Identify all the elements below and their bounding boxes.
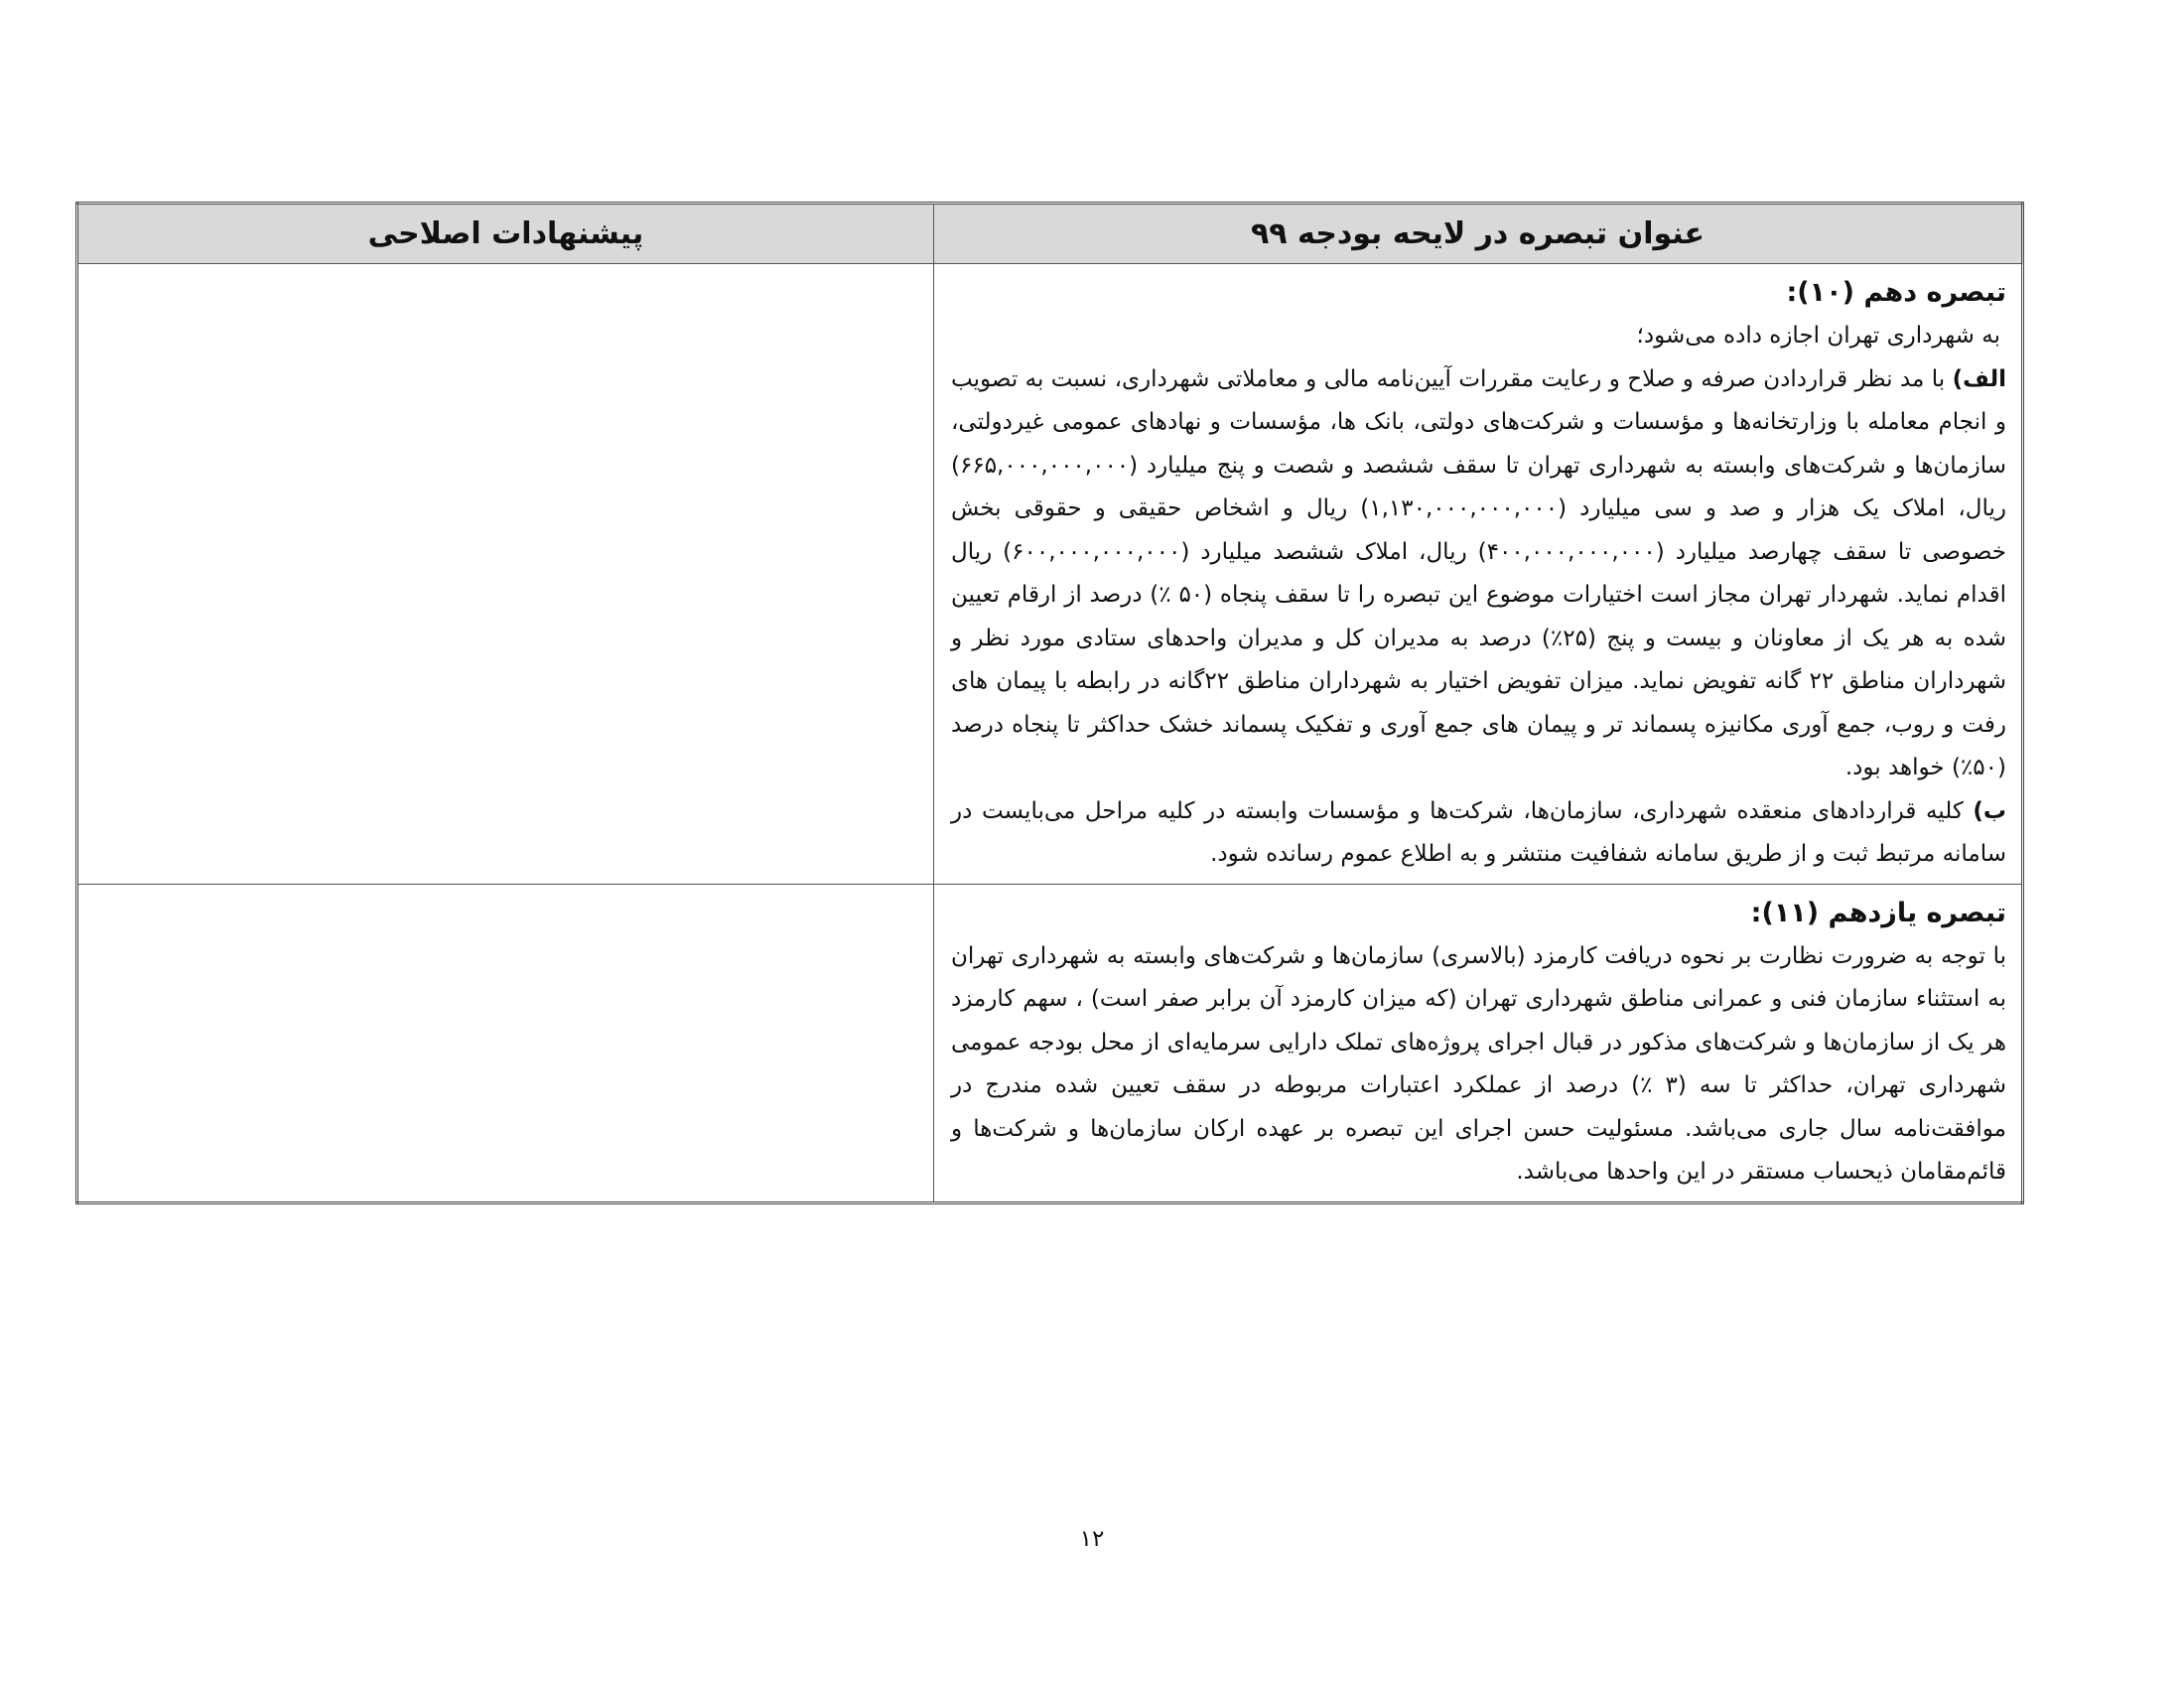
header-note-title: عنوان تبصره در لایحه بودجه ۹۹ <box>934 204 2023 264</box>
paragraph-alef-marker: الف) <box>1952 365 2006 392</box>
note-11-text <box>935 886 2020 1200</box>
note-10-paragraph-be <box>951 790 2006 877</box>
paragraph-alef-text: با مد نظر قراردادن صرفه و صلاح و رعایت مقررات آیین‌نامه مالی و معاملاتی شهرداری، نسبت به تصویب و انجام معامله با وزارتخانه‌ها و مؤسسات و شرکت‌های دولتی، بانک ها، مؤسسات و نهادهای عمومی غیردولتی، سازمان‌ها و شرکت‌های وابسته به شهرداری تهران تا سقف ششصد و شصت و پنج میلیارد (۶۶۵,۰۰۰,۰۰۰,۰۰۰) ریال، املاک یک هزار و صد و سی میلیارد (۱,۱۳۰,۰۰۰,۰۰۰,۰۰۰) ریال و اشخاص حقیقی و حقوقی بخش خصوصی تا سقف چهارصد میلیارد (۴۰۰,۰۰۰,۰۰۰,۰۰۰) ریال، املاک ششصد میلیارد (۶۰۰,۰۰۰,۰۰۰,۰۰۰) ریال اقدام نماید. شهردار تهران مجاز است اختیارات موضوع این تبصره را تا سقف پنجاه (۵۰ ٪) درصد از ارقام تعیین شده به هر یک از معاونان و بیست و پنج (۲۵٪) درصد به مدیران کل و مدیران واحدهای ستادی مورد نظر و شهرداران مناطق ۲۲ گانه تفویض نماید. میزان تفویض اختیار به شهرداران مناطق ۲۲گانه در رابطه با پیمان های رفت و روب، جمع آوری مکانیزه پسماند تر و پیمان های جمع آوری و تفکیک پسماند خشک حداکثر تا پنجاه درصد (۵۰٪) خواهد بود. <box>951 365 2006 780</box>
budget-notes-table <box>75 202 2024 1204</box>
table-row-note-10 <box>77 264 2023 885</box>
page-number: ۱۲ <box>1079 1526 1105 1552</box>
note-10-text <box>935 265 2020 883</box>
table-header-row <box>77 204 2023 264</box>
note-10-cell <box>934 264 2023 885</box>
note-11-body: با توجه به ضرورت نظارت بر نحوه دریافت کارمزد (بالاسری) سازمان‌ها و شرکت‌های وابسته به شهرداری تهران به استثناء سازمان فنی و عمرانی مناطق شهرداری تهران (که میزان کارمزد آن برابر صفر است) ، سهم کارمزد هر یک از سازمان‌ها و شرکت‌های مذکور در قبال اجرای پروژه‌های تملک دارایی سرمایه‌ای از محل بودجه عمومی شهرداری تهران، حداکثر تا سه (۳ ٪) درصد از عملکرد اعتبارات مربوطه در سقف تعیین شده مندرج در موافقت‌نامه سال جاری می‌باشد. مسئولیت حسن اجرای این تبصره بر عهده ارکان سازمان‌ها و شرکت‌ها و قائم‌مقامان ذیحساب مستقر در این واحدها می‌باشد. <box>951 942 2006 1185</box>
paragraph-be-text: کلیه قراردادهای منعقده شهرداری، سازمان‌ها، شرکت‌ها و مؤسسات وابسته در کلیه مراحل می‌بایست در سامانه مرتبط ثبت و از طریق سامانه شفافیت منتشر و به اطلاع عموم رسانده شود. <box>951 797 2006 867</box>
note-11-heading: تبصره یازدهم (۱۱): <box>1750 897 2006 928</box>
note-10-suggestion-cell <box>77 264 934 885</box>
note-10-heading: تبصره دهم (۱۰): <box>1786 277 2006 308</box>
note-11-cell <box>934 884 2023 1202</box>
table-row-note-11 <box>77 884 2023 1202</box>
note-10-paragraph-alef <box>951 358 2006 790</box>
note-11-suggestion-cell <box>77 884 934 1202</box>
note-10-intro: به شهرداری تهران اجازه داده می‌شود؛ <box>1636 323 2000 349</box>
paragraph-be-marker: ب) <box>1973 797 2006 824</box>
header-suggestions: پیشنهادات اصلاحی <box>77 204 934 264</box>
